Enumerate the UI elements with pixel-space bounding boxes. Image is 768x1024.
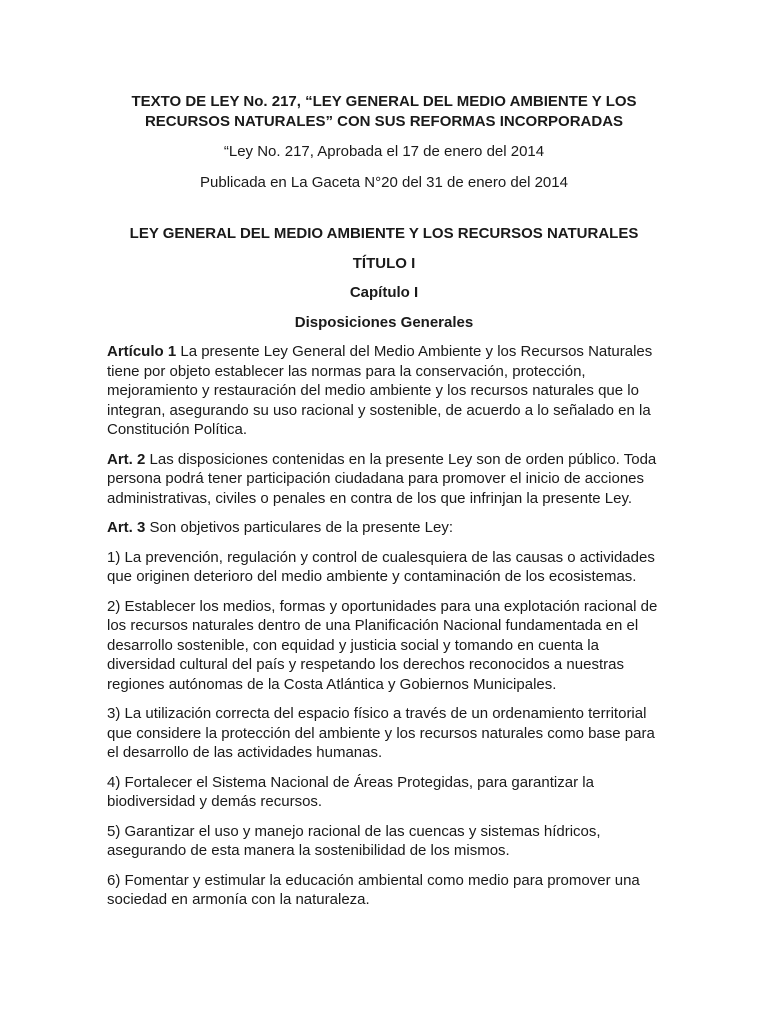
document-header [107,92,661,192]
article-3-label: Art. 3 [107,519,146,536]
publication-line: Publicada en La Gaceta N°20 del 31 de enero del 2014 [200,173,568,191]
article-3-paragraph [107,518,661,538]
section-heading: Disposiciones Generales [294,313,474,331]
titulo-heading: TÍTULO I [352,254,416,272]
law-heading-block [107,224,661,332]
article-1-text: La presente Ley General del Medio Ambiente y los Recursos Naturales tiene por objeto establecer las normas para la conservación, protección, mejoramiento y restauración del medio ambiente y los recursos naturales que lo integran, asegurando su uso racional y sostenible, de acuerdo a lo señalado en la Constitución Política. [107,343,653,438]
article-3-text: Son objetivos particulares de la presente Ley: [145,519,454,536]
law-name: LEY GENERAL DEL MEDIO AMBIENTE Y LOS RECURSOS NATURALES [129,225,639,242]
article-2-label: Art. 2 [107,450,146,468]
article-2-paragraph [107,450,661,509]
document-title-line-1: TEXTO DE LEY No. 217, “LEY GENERAL DEL MEDIO AMBIENTE Y LOS [131,93,637,110]
article-3 [107,518,661,538]
approval-line: “Ley No. 217, Aprobada el 17 de enero del 2014 [223,143,545,160]
objective-item: 6) Fomentar y estimular la educación ambiental como medio para promover una sociedad en armonía con la naturaleza. [107,871,640,908]
article-2 [107,450,661,509]
article-1 [107,342,661,440]
document-title-line-2: RECURSOS NATURALES” CON SUS REFORMAS INCORPORADAS [144,112,624,130]
article-2-text: Las disposiciones contenidas en la presente Ley son de orden público. Toda persona podrá tener participación ciudadana para promover el inicio de acciones administrativas, civiles o penales en contra de los que infrinjan la presente Ley. [107,450,657,507]
article-1-paragraph [107,342,661,440]
objective-item: 1) La prevención, regulación y control de cualesquiera de las causas o actividades que originen deterioro del medio ambiente y contaminación de los ecosistemas. [107,548,655,585]
objective-item: 4) Fortalecer el Sistema Nacional de Áreas Protegidas, para garantizar la biodiversidad y demás recursos. [107,773,594,810]
objective-item: 5) Garantizar el uso y manejo racional de las cuencas y sistemas hídricos, asegurando de esta manera la sostenibilidad de los mismos. [107,822,601,859]
objective-item: 2) Establecer los medios, formas y oportunidades para una explotación racional de los recursos naturales dentro de una Planificación Nacional fundamentada en el desarrollo sostenible, con equidad y justicia social y tomando en cuenta la diversidad cultural del país y respetando los derechos reconocidos a nuestras regiones autónomas de la Costa Atlántica y Gobiernos Municipales. [107,597,658,693]
chapter-heading: Capítulo I [349,284,419,301]
objective-item: 3) La utilización correcta del espacio físico a través de un ordenamiento territorial que considere la protección del ambiente y los recursos naturales como base para el desarrollo de las actividades humanas. [107,705,655,761]
article-1-label: Artículo 1 [107,343,177,360]
